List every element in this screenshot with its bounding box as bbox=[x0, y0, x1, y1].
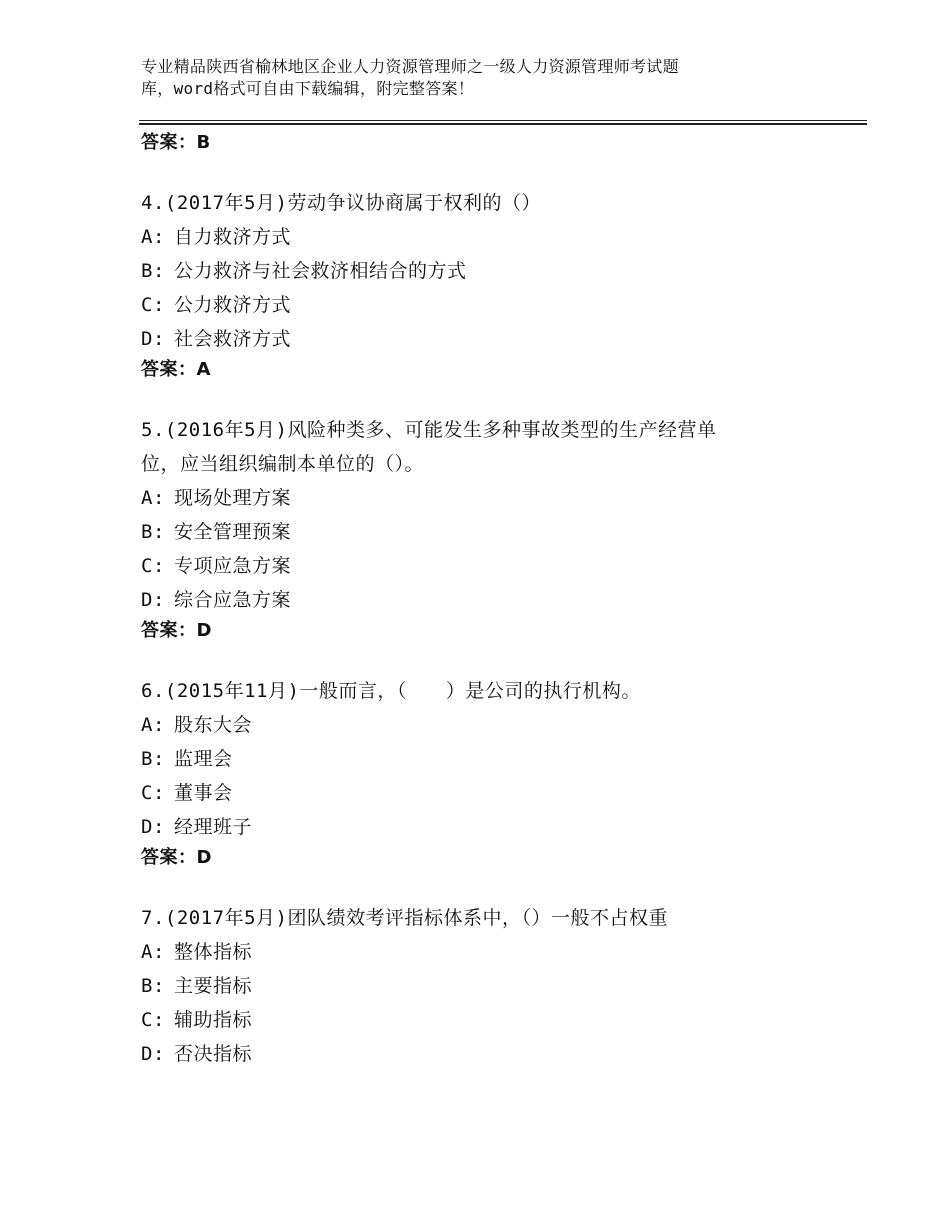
option-label: D: bbox=[141, 328, 165, 350]
option-a bbox=[141, 935, 841, 969]
option-text: 安全管理预案 bbox=[174, 521, 292, 543]
question-5 bbox=[141, 413, 841, 645]
option-label: C: bbox=[141, 555, 165, 577]
header-rule-thick bbox=[139, 123, 867, 125]
question-text-continued: 位，应当组织编制本单位的（）。 bbox=[141, 453, 425, 475]
option-b bbox=[141, 742, 841, 776]
option-label: A: bbox=[141, 941, 165, 963]
option-label: B: bbox=[141, 260, 165, 282]
question-6 bbox=[141, 674, 841, 872]
question-text: 7.(2017年5月)团队绩效考评指标体系中，（）一般不占权重 bbox=[141, 907, 668, 929]
option-text: 整体指标 bbox=[174, 941, 253, 963]
document-header bbox=[141, 56, 841, 100]
option-text: 公力救济与社会救济相结合的方式 bbox=[174, 260, 467, 282]
option-d bbox=[141, 583, 841, 617]
question-4 bbox=[141, 186, 841, 384]
option-label: C: bbox=[141, 294, 165, 316]
option-label: A: bbox=[141, 226, 165, 248]
option-text: 经理班子 bbox=[174, 816, 253, 838]
answer-line: 答案：A bbox=[141, 359, 211, 380]
previous-answer: 答案：B bbox=[141, 132, 211, 153]
option-c bbox=[141, 288, 841, 322]
option-b bbox=[141, 254, 841, 288]
option-text: 自力救济方式 bbox=[174, 226, 292, 248]
option-c bbox=[141, 1003, 841, 1037]
option-b bbox=[141, 515, 841, 549]
option-text: 股东大会 bbox=[174, 714, 253, 736]
header-rule-thin bbox=[139, 120, 867, 121]
option-label: D: bbox=[141, 589, 165, 611]
option-label: A: bbox=[141, 714, 165, 736]
option-label: B: bbox=[141, 748, 165, 770]
option-label: A: bbox=[141, 487, 165, 509]
option-d bbox=[141, 1037, 841, 1071]
option-c bbox=[141, 549, 841, 583]
option-d bbox=[141, 322, 841, 356]
option-label: C: bbox=[141, 1009, 165, 1031]
option-text: 辅助指标 bbox=[174, 1009, 253, 1031]
header-line-1: 专业精品陕西省榆林地区企业人力资源管理师之一级人力资源管理师考试题 bbox=[141, 57, 679, 76]
option-c bbox=[141, 776, 841, 810]
option-b bbox=[141, 969, 841, 1003]
option-text: 社会救济方式 bbox=[174, 328, 292, 350]
option-text: 公力救济方式 bbox=[174, 294, 292, 316]
header-line-2: 库，word格式可自由下载编辑，附完整答案！ bbox=[141, 79, 475, 98]
option-label: D: bbox=[141, 1043, 165, 1065]
option-text: 监理会 bbox=[174, 748, 233, 770]
question-text: 6.(2015年11月)一般而言，（ ）是公司的执行机构。 bbox=[141, 680, 641, 702]
option-label: B: bbox=[141, 521, 165, 543]
option-d bbox=[141, 810, 841, 844]
answer-line: 答案：D bbox=[141, 847, 212, 868]
option-a bbox=[141, 220, 841, 254]
option-a bbox=[141, 481, 841, 515]
answer-line: 答案：D bbox=[141, 620, 212, 641]
question-7 bbox=[141, 901, 841, 1071]
option-text: 董事会 bbox=[174, 782, 233, 804]
option-label: C: bbox=[141, 782, 165, 804]
option-text: 综合应急方案 bbox=[174, 589, 292, 611]
question-text: 4.(2017年5月)劳动争议协商属于权利的（） bbox=[141, 192, 541, 214]
option-text: 现场处理方案 bbox=[174, 487, 292, 509]
option-label: D: bbox=[141, 816, 165, 838]
option-text: 专项应急方案 bbox=[174, 555, 292, 577]
option-label: B: bbox=[141, 975, 165, 997]
option-text: 否决指标 bbox=[174, 1043, 253, 1065]
option-a bbox=[141, 708, 841, 742]
option-text: 主要指标 bbox=[174, 975, 253, 997]
question-list bbox=[141, 129, 841, 1071]
question-text: 5.(2016年5月)风险种类多、可能发生多种事故类型的生产经营单 bbox=[141, 419, 717, 441]
